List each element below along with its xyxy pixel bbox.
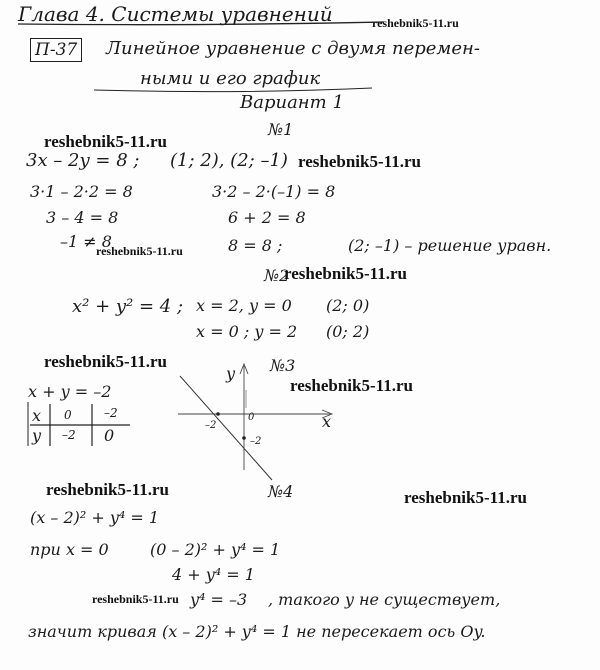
task4-substitution: (0 – 2)² + y⁴ = 1 (150, 540, 281, 559)
watermark: reshebnik5-11.ru (298, 152, 421, 171)
task1-equation: 3x – 2y = 8 ; (26, 150, 140, 171)
task4-at: при x = 0 (30, 540, 109, 559)
task4-final-line: значит кривая (x – 2)² + y⁴ = 1 не пересекает ось Oy. (28, 622, 486, 641)
watermark: reshebnik5-11.ru (290, 376, 413, 395)
task1-points: (1; 2), (2; –1) (170, 150, 288, 171)
table-x-value-1: 0 (64, 408, 72, 422)
graph-axis-x-label: x (322, 412, 332, 431)
table-x-label: x (32, 406, 42, 425)
graph-tick-x-label: –2 (205, 420, 217, 431)
title-underline (94, 88, 372, 92)
table-y-value-2: 0 (104, 426, 115, 445)
chapter-heading: Глава 4. Системы уравнений (18, 2, 333, 26)
task4-equation: (x – 2)² + y⁴ = 1 (30, 508, 160, 527)
task2-case2: x = 0 ; y = 2 (196, 322, 298, 341)
task3-equation: x + y = –2 (28, 382, 112, 401)
task1-check2-line1: 3·2 – 2·(–1) = 8 (212, 182, 336, 201)
task1-check1-line2: 3 – 4 = 8 (46, 208, 119, 227)
variant-heading: Вариант 1 (240, 92, 344, 113)
task4-number: №4 (268, 482, 294, 501)
watermark: reshebnik5-11.ru (284, 264, 407, 283)
task1-conclusion: (2; –1) – решение уравн. (348, 236, 552, 255)
task4-step: 4 + y⁴ = 1 (172, 565, 255, 584)
title-line-2: ными и его график (140, 68, 321, 89)
chapter-underline (18, 22, 384, 25)
task4-comment: , такого y не существует, (268, 590, 501, 609)
task1-check1-line1: 3·1 – 2·2 = 8 (30, 182, 133, 201)
watermark: reshebnik5-11.ru (96, 244, 183, 258)
task1-check2-line3: 8 = 8 ; (228, 236, 283, 255)
title-line-1: Линейное уравнение с двумя перемен- (106, 38, 480, 59)
watermark: reshebnik5-11.ru (404, 488, 527, 507)
task2-case2-point: (0; 2) (326, 322, 370, 341)
task1-check1-line3: –1 ≠ 8 (60, 232, 112, 251)
task1-number: №1 (268, 120, 294, 139)
watermark: reshebnik5-11.ru (44, 352, 167, 371)
watermark: reshebnik5-11.ru (372, 16, 459, 30)
graph-point-x-intercept (216, 412, 220, 416)
graph-point-y-intercept (242, 436, 246, 440)
task3-number: №3 (270, 356, 296, 375)
graph-line (180, 376, 272, 480)
task-id-box: П-37 (30, 38, 82, 62)
task2-case1-point: (2; 0) (326, 296, 370, 315)
graph-origin-label: 0 (248, 412, 255, 423)
table-y-label: y (32, 426, 42, 445)
task2-number: №2 (264, 266, 290, 285)
graph-tick-y-label: –2 (250, 436, 262, 447)
watermark: reshebnik5-11.ru (92, 592, 179, 606)
task2-equation: x² + y² = 4 ; (72, 296, 184, 317)
watermark: reshebnik5-11.ru (44, 132, 167, 151)
graph-axis-y-label: y (226, 364, 236, 383)
table-x-value-2: –2 (104, 406, 118, 420)
task1-check2-line2: 6 + 2 = 8 (228, 208, 306, 227)
task2-case1: x = 2, y = 0 (196, 296, 292, 315)
task4-result: y⁴ = –3 (190, 590, 248, 609)
watermark: reshebnik5-11.ru (46, 480, 169, 499)
table-y-value-1: –2 (62, 428, 76, 442)
